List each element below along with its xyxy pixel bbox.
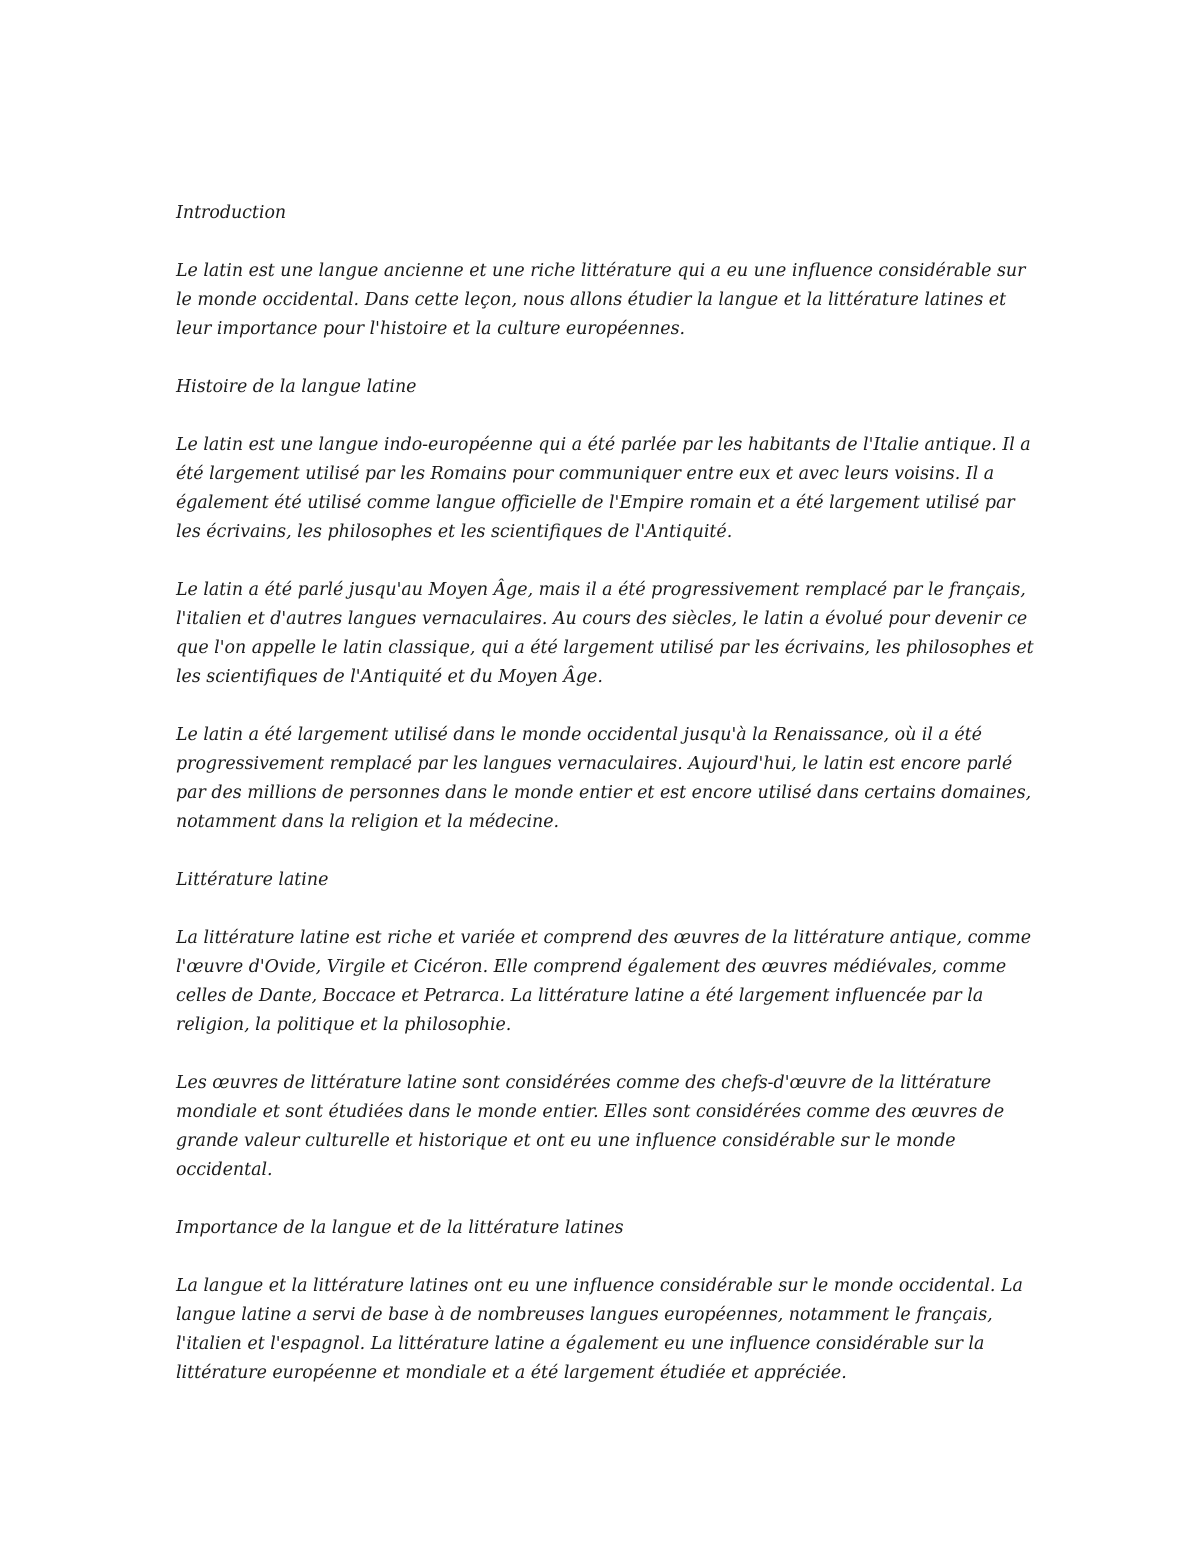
- section-heading-introduction: Introduction: [176, 203, 287, 223]
- document-body: [176, 199, 1036, 1388]
- paragraph-history-2: Le latin a été parlé jusqu'au Moyen Âge, mais il a été progressivement remplacé par le français, l'italien et d'autres langues vernaculaires. Au cours des siècles, le latin a évolué pour devenir ce que l'on appelle le latin classique, qui a été largement utilisé par les écrivains, les philosophes et les scientifiques de l'Antiquité et du Moyen Âge.: [176, 580, 1034, 687]
- paragraph-history-3: Le latin a été largement utilisé dans le monde occidental jusqu'à la Renaissance, où il a été progressivement remplacé par les langues vernaculaires. Aujourd'hui, le latin est encore parlé par des millions de personnes dans le monde entier et est encore utilisé dans certains domaines, notamment dans la religion et la médecine.: [176, 725, 1032, 832]
- paragraph-importance: La langue et la littérature latines ont eu une influence considérable sur le monde occidental. La langue latine a servi de base à de nombreuses langues européennes, notamment le français, l'italien et l'espagnol. La littérature latine a également eu une influence considérable sur la littérature européenne et mondiale et a été largement étudiée et appréciée.: [176, 1276, 1023, 1383]
- paragraph-literature-1: La littérature latine est riche et variée et comprend des œuvres de la littérature antique, comme l'œuvre d'Ovide, Virgile et Cicéron. Elle comprend également des œuvres médiévales, comme celles de Dante, Boccace et Petrarca. La littérature latine a été largement influencée par la religion, la politique et la philosophie.: [176, 928, 1032, 1035]
- section-heading-literature: Littérature latine: [176, 870, 329, 890]
- section-heading-importance: Importance de la langue et de la littérature latines: [176, 1218, 624, 1238]
- paragraph-literature-2: Les œuvres de littérature latine sont considérées comme des chefs-d'œuvre de la littérature mondiale et sont étudiées dans le monde entier. Elles sont considérées comme des œuvres de grande valeur culturelle et historique et ont eu une influence considérable sur le monde occidental.: [176, 1073, 1005, 1180]
- paragraph-history-1: Le latin est une langue indo-européenne qui a été parlée par les habitants de l'Italie antique. Il a été largement utilisé par les Romains pour communiquer entre eux et avec leurs voisins. Il a également été utilisé comme langue officielle de l'Empire romain et a été largement utilisé par les écrivains, les philosophes et les scientifiques de l'Antiquité.: [176, 435, 1031, 542]
- section-heading-history: Histoire de la langue latine: [176, 377, 417, 397]
- paragraph-introduction: Le latin est une langue ancienne et une riche littérature qui a eu une influence considérable sur le monde occidental. Dans cette leçon, nous allons étudier la langue et la littérature latines et leur importance pour l'histoire et la culture européennes.: [176, 261, 1026, 339]
